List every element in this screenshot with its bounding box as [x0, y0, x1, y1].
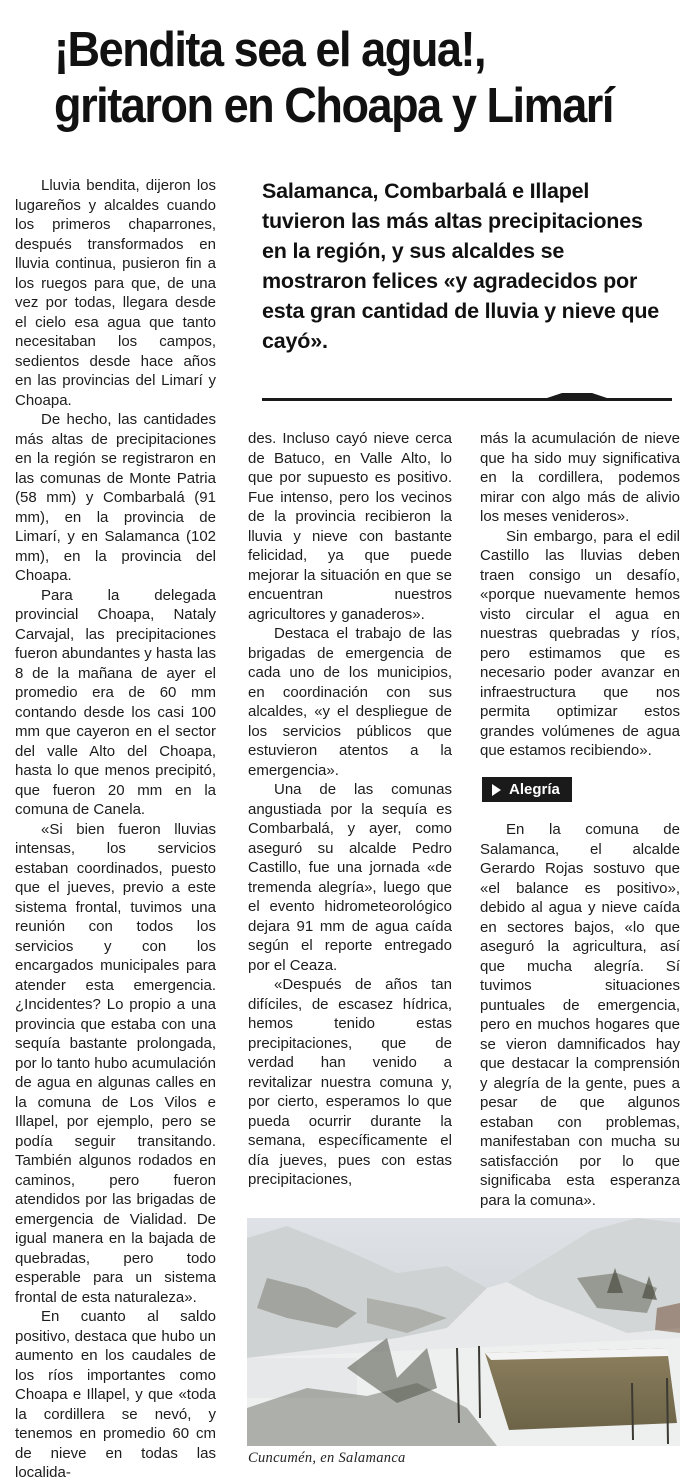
paragraph: Sin embargo, para el edil Castillo las lluvias deben traen consigo un desafío, «porque nuevamente hemos visto circular el agua en nuestras quebradas y ríos, pero estimamos que es necesario poder avanzar en infraestructura que nos permita optimizar estos grandes volúmenes de agua que estamos recibiendo». — [480, 527, 680, 759]
paragraph: Destaca el trabajo de las brigadas de emergencia de cada uno de los municipios, en coordinación con sus alcaldes, «y el despliegue de los servicios públicos que estuvieron atentos a la emergencia». — [248, 625, 452, 779]
paragraph: De hecho, las cantidades más altas de precipitaciones en la región se registraron en las comunas de Monte Patria (58 mm) y Combarbalá (91 mm), en la provincia de Limarí, y en Salamanca (102 mm), en la provincia del Choapa. — [15, 411, 216, 584]
article-column-3 — [480, 429, 680, 761]
paragraph: más la acumulación de nieve que ha sido muy significativa en la cordillera, podemos mirar con algo más de alivio los meses venideros». — [480, 430, 680, 525]
article-column-2 — [248, 429, 452, 1190]
section-tag-label: Alegría — [509, 781, 560, 798]
photo-illustration — [247, 1218, 680, 1446]
paragraph: En la comuna de Salamanca, el alcalde Gerardo Rojas sostuvo que «el balance es positivo», debido al agua y nieve caída en sectores bajos, «lo que aseguró la agricultura, así que mucha alegría. Sí tuvimos situaciones puntuales de emergencia, pero en muchos hogares que se vieron damnificados hay que destacar la comprensión y alegría de la gente, pues a pesar de que algunos estaban con problemas, manifestaban con mucha su satisfacción por lo que significaba esta esperanza para la comuna». — [480, 821, 680, 1209]
headline-line-1: ¡Bendita sea el agua!, — [54, 23, 486, 77]
deck-summary: Salamanca, Combarbalá e Illapel tuvieron las más altas precipitaciones en la región, y sus alcaldes se mostraron felices «y agradecidos por esta gran cantidad de lluvia y nieve que cayó». — [262, 179, 660, 353]
snow-landscape-photo — [247, 1218, 680, 1446]
paragraph: En cuanto al saldo positivo, destaca que hubo un aumento en los caudales de los ríos importantes como Choapa e Illapel, y que «toda la cordillera se nevó, y tenemos en promedio 60 cm de nieve en todas las localida- — [15, 1308, 216, 1481]
paragraph: «Después de años tan difíciles, de escasez hídrica, hemos tenido estas precipitaciones, que de verdad han venido a revitalizar nuestra comuna y, por cierto, esperamos lo que pueda ocurrir durante la semana, específicamente el día jueves, pues con estas precipitaciones, — [248, 976, 452, 1188]
paragraph: Para la delegada provincial Choapa, Nataly Carvajal, las precipitaciones fueron abundantes y hasta las 8 de la mañana de ayer el promedio era de 60 mm contando desde los casi 100 mm que cayeron en el sector del valle Alto del Choapa, hasta lo que menos precipitó, que fueron 20 mm en la comuna de Canela. — [15, 586, 216, 818]
headline — [54, 22, 624, 134]
article-column-1 — [15, 176, 216, 1483]
article-column-3-continued — [480, 820, 680, 1210]
photo-caption: Cuncumén, en Salamanca — [248, 1450, 406, 1466]
paragraph: «Si bien fueron lluvias intensas, los servicios estaban coordinados, puesto que el jueves, previo a este sistema frontal, tuvimos una reunión con todos los servicios y con los encargados municipales para atender esta emergencia. ¿Incidentes? Lo propio a una provincia que estaba con una sequía bastante prolongada, por lo tanto hubo acumulación de agua en algunas calles en la comuna de Los Vilos e Illapel, por ejemplo, pero se podía seguir transitando. También algunos rodados en caminos, pero fueron atendidos por las brigadas de emergencia de Vialidad. De igual manera en la bajada de quebradas, pero todo esperable para un sistema frontal de esta naturaleza». — [15, 820, 216, 1306]
headline-line-2: gritaron en Choapa y Limarí — [54, 79, 613, 133]
deck-divider — [262, 393, 672, 401]
triangle-icon — [492, 784, 501, 796]
section-tag-alegria — [482, 777, 572, 802]
paragraph: Una de las comunas angustiada por la sequía es Combarbalá, y ayer, como aseguró su alcalde Pedro Castillo, fue una jornada «de tremenda alegría», luego que el evento hidrometeorológico dejara 91 mm de agua caída según el reporte entregado por el Ceaza. — [248, 781, 452, 974]
paragraph: Lluvia bendita, dijeron los lugareños y alcaldes cuando los primeros chaparrones, después transformados en lluvia continua, pusieron fin a los ruegos para que, de una vez por todas, llegara desde el cielo esa agua que tanto necesitaban los campos, sedientos desde hace años en las provincias del Limarí y Choapa. — [15, 177, 216, 409]
paragraph: des. Incluso cayó nieve cerca de Batuco, en Valle Alto, lo que por supuesto es positivo. Fue intenso, pero los vecinos de la provincia recibieron la lluvia y nieve con bastante felicidad, ya que puede mejorar la situación en que se encuentran nuestros agricultores y ganaderos». — [248, 430, 452, 623]
